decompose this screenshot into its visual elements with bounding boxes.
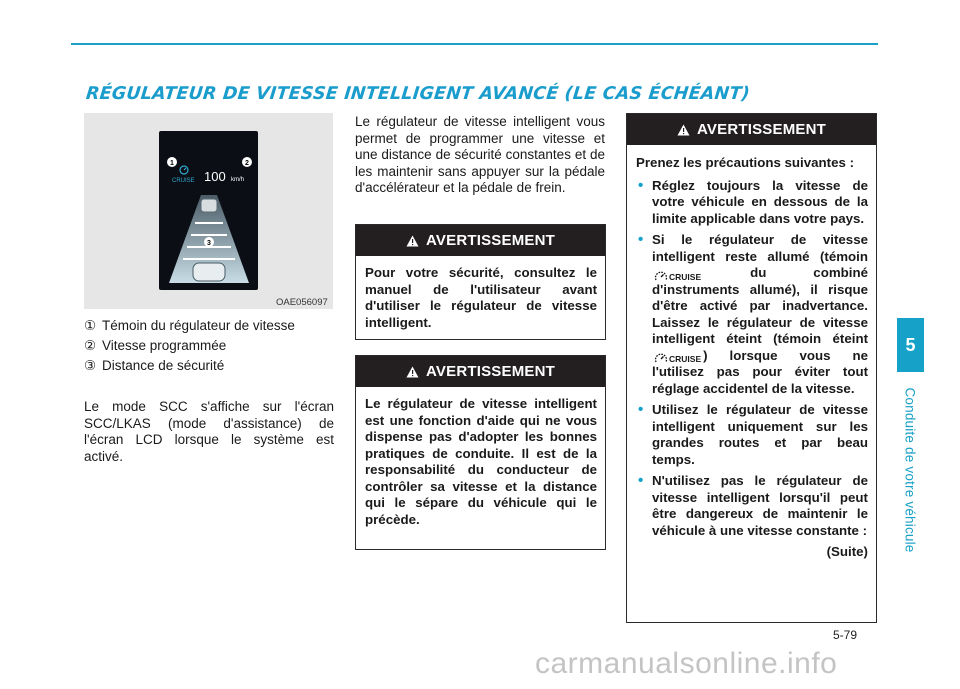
warning-box-driver-responsibility — [355, 355, 606, 550]
callout-3: 3 — [207, 240, 211, 247]
precautions-list — [636, 178, 868, 540]
warning-triangle-icon — [406, 235, 419, 247]
warning-header — [356, 356, 605, 387]
list-item-text: Réglez toujours la vitesse de votre véhicule en dessous de la limite applicable dans votre pays. — [652, 177, 868, 226]
warning-header — [627, 114, 876, 145]
legend-item — [84, 336, 334, 356]
warning-text: Pour votre sécurité, consultez le manuel de l'utilisateur avant d'utiliser le régulateur de vitesse intelligent. — [365, 265, 597, 330]
list-item — [636, 232, 868, 397]
list-item-text: Utilisez le régulateur de vitesse intelligent uniquement sur les grandes routes et par beau temps. — [652, 402, 868, 467]
legend-text: Témoin du régulateur de vitesse — [102, 318, 295, 333]
precautions-intro: Prenez les précautions suivantes : — [636, 155, 855, 170]
list-item-text: Si le régulateur de vitesse intelligent reste allumé (témoin — [652, 232, 868, 264]
warning-box-precautions — [626, 113, 877, 623]
page-number: 5-79 — [833, 628, 858, 642]
cruise-text: CRUISE — [669, 354, 702, 364]
bullet-icon: • — [638, 472, 644, 489]
own-vehicle-icon — [193, 263, 225, 281]
figure-code: OAE056097 — [276, 297, 328, 308]
chapter-tab — [897, 318, 924, 372]
chapter-number: 5 — [905, 334, 916, 355]
bullet-icon: • — [638, 401, 644, 418]
list-item-text: ) lorsque vous ne l'utilisez pas pour éviter tout réglage accidentel de la vitesse. — [652, 347, 868, 396]
bullet-icon: • — [638, 176, 644, 194]
list-item — [636, 178, 868, 228]
watermark: carmanualsonline.info — [535, 647, 838, 680]
intro-paragraph: Le régulateur de vitesse intelligent vous permet de programmer une vitesse et une distance de sécurité constantes et de les maintenir sans appuyer sur la pédale d'accélérateur et la pédale de frein. — [355, 114, 605, 196]
list-item — [636, 473, 868, 539]
list-item — [636, 402, 868, 468]
cluster-figure — [84, 113, 333, 309]
set-speed-value: 100 — [204, 169, 226, 184]
cruise-label: CRUISE — [172, 178, 195, 184]
legend-number: ② — [84, 338, 97, 353]
cruise-gauge-icon — [654, 270, 668, 282]
list-item-text: du combiné d'instruments allumé), il risque d'être activé par inadvertance. Laissez le régulateur de vitesse intelligent éteint (témoin éteint — [652, 265, 868, 346]
legend-number: ③ — [84, 358, 97, 373]
warning-text: Le régulateur de vitesse intelligent est une fonction d'aide qui ne vous dispense pas d'adopter les bonnes pratiques de conduite. Il est de la responsabilité du conducteur de contrôler sa vitesse et la distance qui le sépare du véhicule qui le précède. — [365, 396, 597, 527]
legend-item — [84, 316, 334, 336]
cruise-indicator-inline — [654, 270, 701, 282]
cruise-indicator-inline — [654, 352, 701, 364]
callout-2: 2 — [245, 160, 249, 167]
set-speed-unit: km/h — [231, 177, 245, 183]
warning-box-manual — [355, 224, 606, 340]
warning-heading: AVERTISSEMENT — [696, 121, 826, 138]
bullet-icon: • — [638, 231, 644, 248]
warning-body — [627, 145, 876, 569]
warning-header — [356, 225, 605, 256]
warning-triangle-icon — [406, 366, 419, 378]
cruise-gauge-icon — [654, 352, 668, 364]
legend-text: Vitesse programmée — [102, 338, 227, 353]
legend-number: ① — [84, 318, 97, 333]
instrument-cluster-display — [159, 131, 258, 290]
cluster-illustration — [159, 131, 258, 290]
figure-legend — [84, 316, 334, 376]
warning-body — [356, 387, 605, 536]
lead-vehicle-icon — [201, 199, 217, 212]
legend-item — [84, 356, 334, 376]
warning-heading: AVERTISSEMENT — [425, 232, 555, 249]
warning-body — [356, 256, 605, 339]
warning-heading: AVERTISSEMENT — [425, 363, 555, 380]
callout-1: 1 — [170, 160, 174, 167]
list-item-text: N'utilisez pas le régulateur de vitesse intelligent lorsqu'il peut être dangereux de maintenir le véhicule à une vitesse constante : — [652, 473, 868, 538]
cruise-indicator-icon — [180, 166, 188, 174]
top-rule — [71, 43, 878, 45]
continued-label: (Suite) — [826, 544, 868, 559]
cruise-text: CRUISE — [669, 271, 702, 282]
page-title: RÉGULATEUR DE VITESSE INTELLIGENT AVANCÉ (LE CAS ÉCHÉANT) — [84, 84, 751, 104]
scc-description: Le mode SCC s'affiche sur l'écran SCC/LKAS (mode d'assistance) de l'écran LCD lorsque le système est activé. — [84, 399, 334, 464]
legend-text: Distance de sécurité — [102, 358, 225, 373]
warning-triangle-icon — [677, 124, 690, 136]
